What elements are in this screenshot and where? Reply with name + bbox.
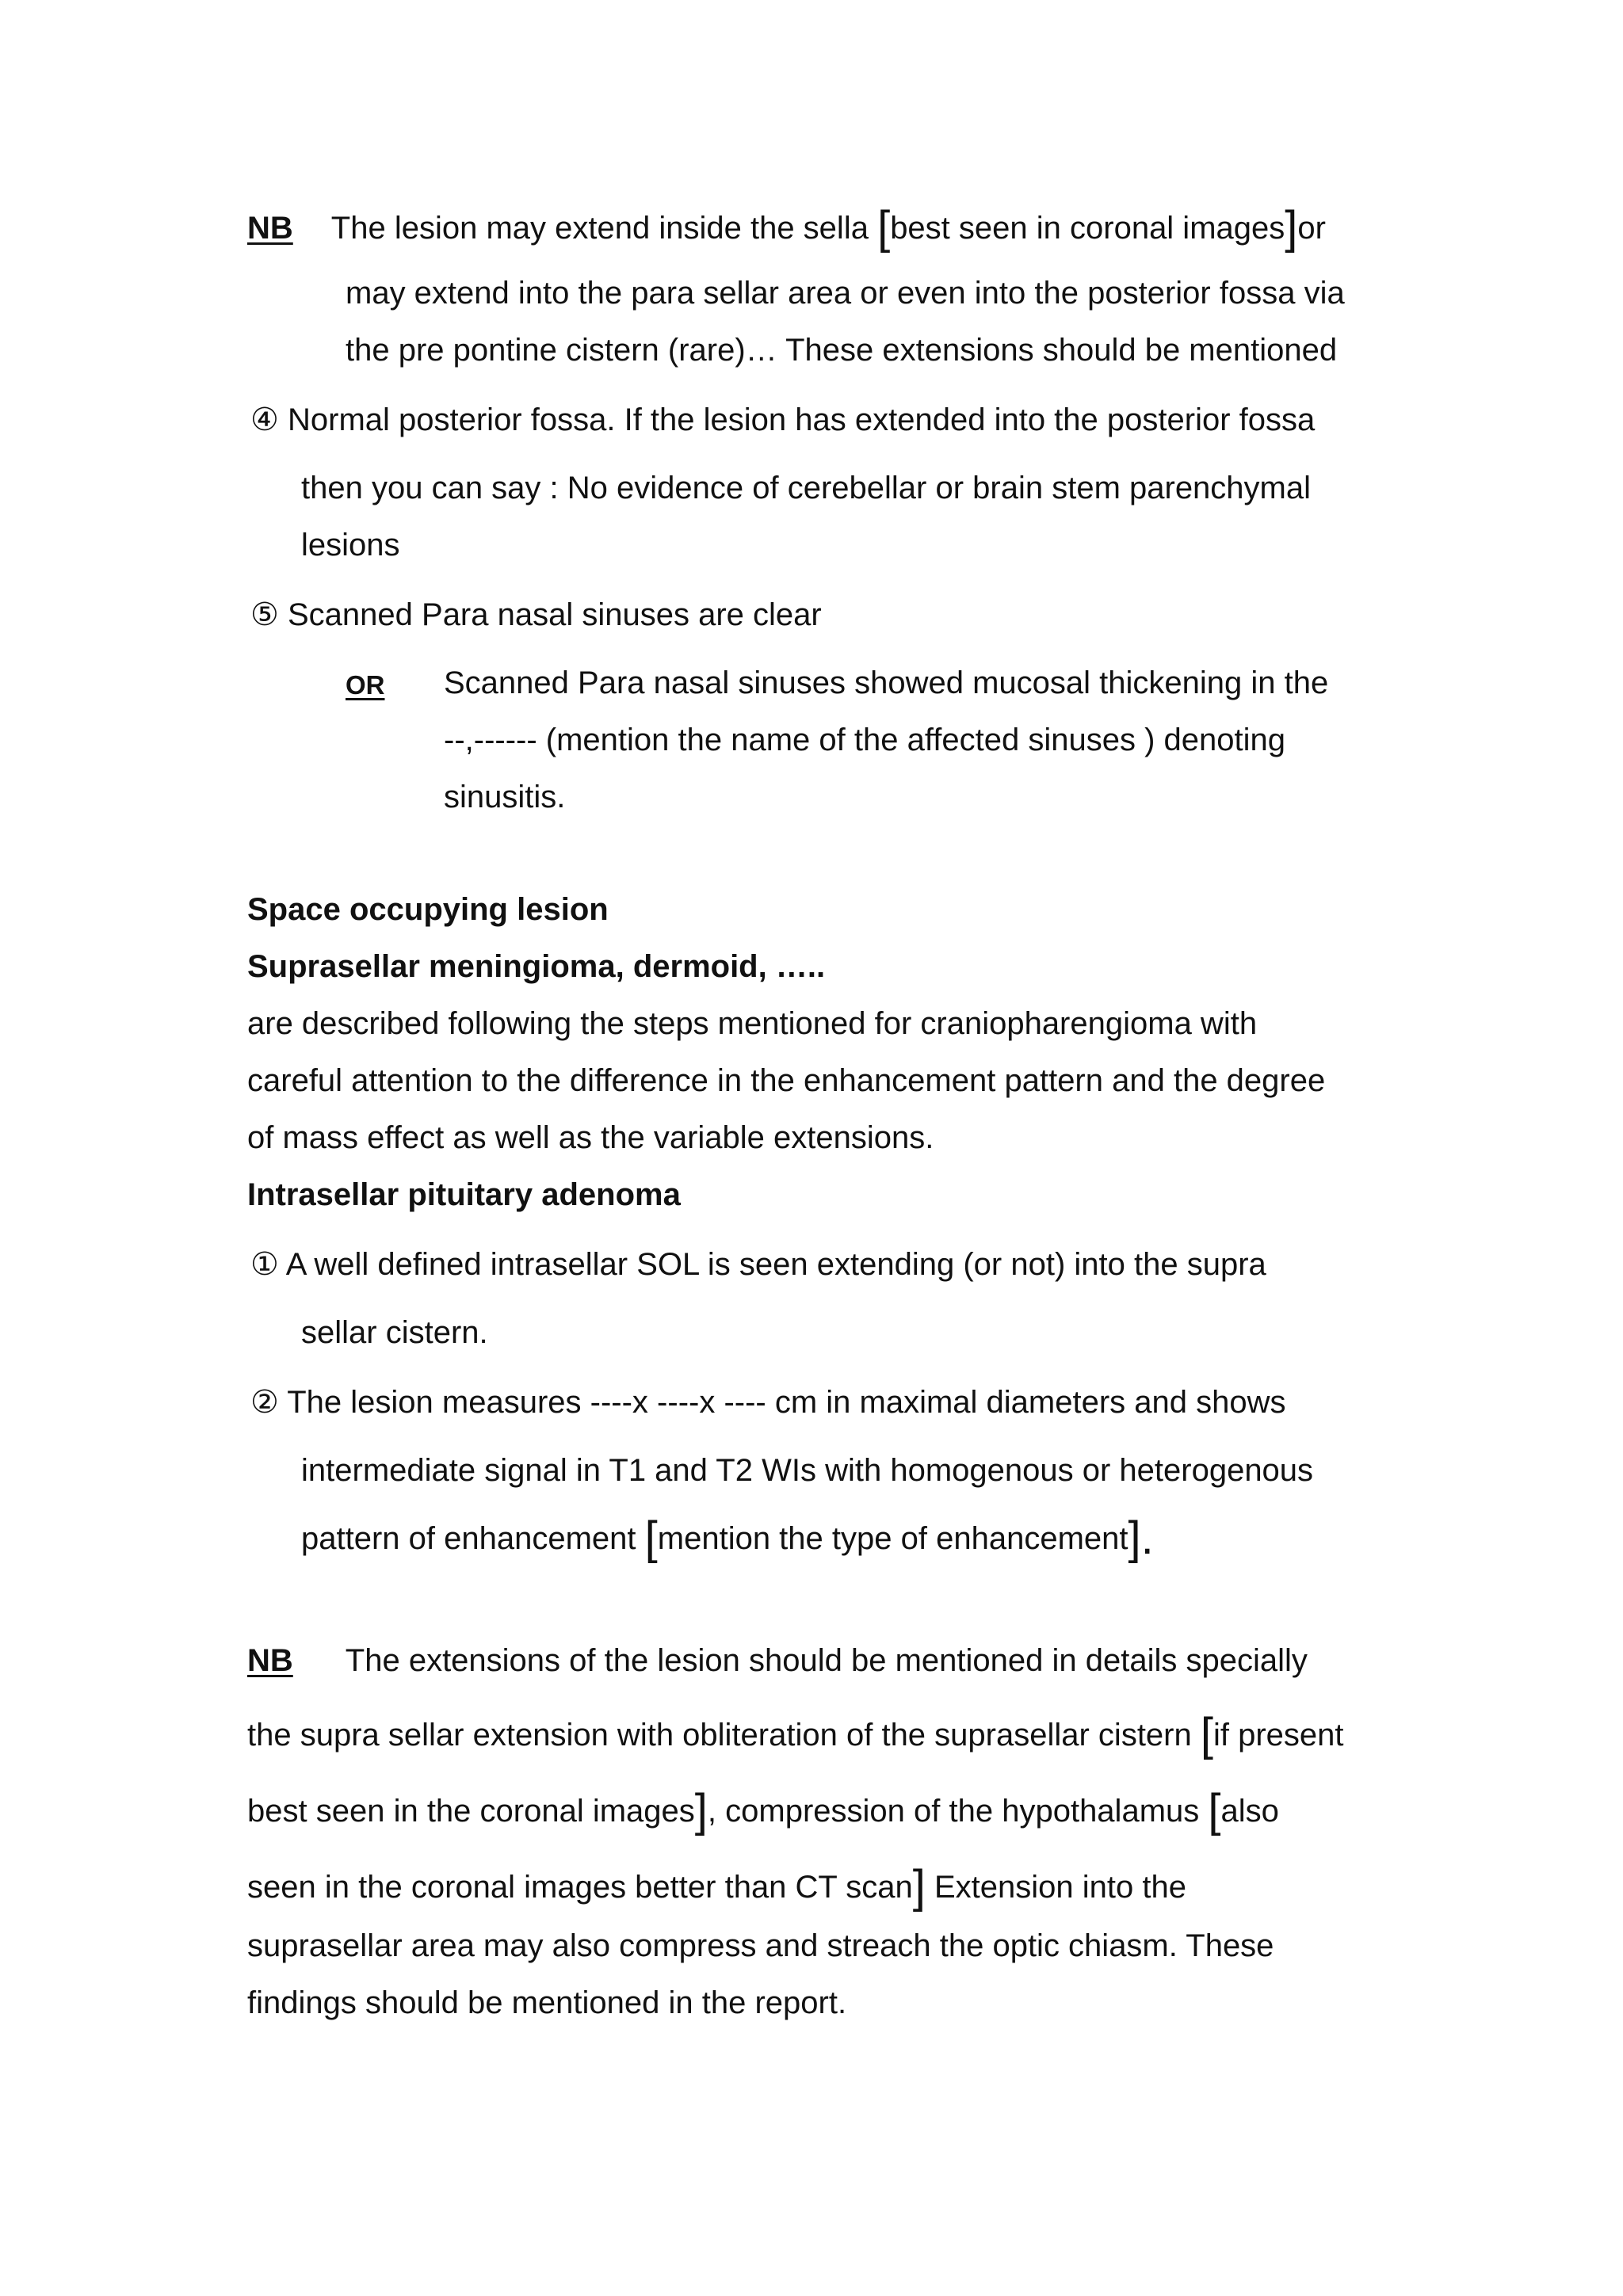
list-item-text: Normal posterior fossa. If the lesion has extended into the posterior fossa bbox=[287, 402, 1316, 437]
list-item-5-line-1 bbox=[250, 599, 822, 631]
nb-note-2-line-2 bbox=[247, 1709, 1344, 1760]
nb-note-1-line-2: may extend into the para sellar area or even into the posterior fossa via bbox=[346, 276, 1345, 311]
list-item-4-line-2: then you can say : No evidence of cerebellar or brain stem parenchymal bbox=[301, 471, 1312, 505]
list-item-4-line-1 bbox=[250, 404, 1315, 436]
list-item-4-line-3: lesions bbox=[301, 528, 400, 563]
adenoma-item-2-line-3 bbox=[301, 1512, 1154, 1564]
bracket-content: seen in the coronal images better than CT scan bbox=[247, 1870, 913, 1905]
bracket-close: ] bbox=[694, 1785, 708, 1836]
nb-note-text: the supra sellar extension with obliteration of the suprasellar cistern bbox=[247, 1718, 1201, 1753]
alternative-line-1: Scanned Para nasal sinuses showed mucosal thickening in the bbox=[444, 666, 1329, 700]
bracket-content: also bbox=[1220, 1794, 1279, 1829]
bracket-content: best seen in the coronal images bbox=[247, 1794, 695, 1829]
nb-note-2-line-5: suprasellar area may also compress and streach the optic chiasm. These bbox=[247, 1928, 1274, 1963]
circled-number-2: ② bbox=[250, 1385, 279, 1420]
nb-note-text: The extensions of the lesion should be mentioned in details specially bbox=[345, 1643, 1308, 1678]
bracket-open: [ bbox=[877, 202, 891, 254]
nb-note-2-line-1 bbox=[247, 1645, 1308, 1676]
nb-note-text: , compression of the hypothalamus bbox=[707, 1794, 1209, 1829]
adenoma-item-2-line-1 bbox=[250, 1386, 1286, 1418]
list-item-text: Scanned Para nasal sinuses are clear bbox=[287, 597, 822, 632]
bracket-open: [ bbox=[1208, 1785, 1221, 1836]
bracket-content: best seen in coronal images bbox=[890, 211, 1285, 246]
bracket-content: if present bbox=[1212, 1718, 1344, 1753]
nb-label: NB bbox=[247, 211, 293, 246]
sol-line-1: are described following the steps mentioned for craniopharengioma with bbox=[247, 1006, 1258, 1041]
alternative-line-3: sinusitis. bbox=[444, 780, 566, 814]
list-item-text: A well defined intrasellar SOL is seen extending (or not) into the supra bbox=[285, 1247, 1266, 1282]
adenoma-item-2-line-2: intermediate signal in T1 and T2 WIs with homogenous or heterogenous bbox=[301, 1453, 1314, 1488]
list-item-text: pattern of enhancement bbox=[301, 1521, 645, 1556]
bracket-open: [ bbox=[1200, 1709, 1213, 1760]
circled-number-5: ⑤ bbox=[250, 597, 279, 632]
subheading-meningioma: Suprasellar meningioma, dermoid, ….. bbox=[247, 949, 826, 984]
sol-line-3: of mass effect as well as the variable extensions. bbox=[247, 1120, 934, 1155]
adenoma-item-1-line-1 bbox=[250, 1249, 1266, 1280]
section-heading-sol: Space occupying lesion bbox=[247, 892, 609, 927]
circled-number-4: ④ bbox=[250, 402, 279, 437]
nb-note-2-line-6: findings should be mentioned in the report. bbox=[247, 1985, 847, 2020]
bracket-close: ]. bbox=[1128, 1512, 1154, 1564]
nb-note-tail: or bbox=[1297, 211, 1326, 246]
bracket-open: [ bbox=[644, 1512, 658, 1564]
nb-label: NB bbox=[247, 1643, 293, 1678]
alternative-line-2: --,------ (mention the name of the affected sinuses ) denoting bbox=[444, 723, 1285, 757]
bracket-close: ] bbox=[1285, 202, 1298, 254]
nb-note-2-line-4 bbox=[247, 1861, 1186, 1913]
sol-line-2: careful attention to the difference in the enhancement pattern and the degree bbox=[247, 1063, 1326, 1098]
nb-note-text: Extension into the bbox=[925, 1870, 1186, 1905]
adenoma-item-1-line-2: sellar cistern. bbox=[301, 1315, 488, 1350]
nb-note-1-line-3: the pre pontine cistern (rare)… These extensions should be mentioned bbox=[346, 333, 1338, 368]
nb-note-1-line-1 bbox=[247, 202, 1326, 254]
circled-number-1: ① bbox=[250, 1247, 279, 1282]
nb-note-2-line-3 bbox=[247, 1785, 1279, 1836]
nb-note-text: The lesion may extend inside the sella bbox=[330, 211, 878, 246]
list-item-text: The lesion measures ----x ----x ---- cm in maximal diameters and shows bbox=[287, 1385, 1286, 1420]
section-heading-adenoma: Intrasellar pituitary adenoma bbox=[247, 1177, 681, 1212]
bracket-content: mention the type of enhancement bbox=[657, 1521, 1128, 1556]
or-label: OR bbox=[346, 670, 385, 700]
bracket-close: ] bbox=[912, 1861, 926, 1913]
